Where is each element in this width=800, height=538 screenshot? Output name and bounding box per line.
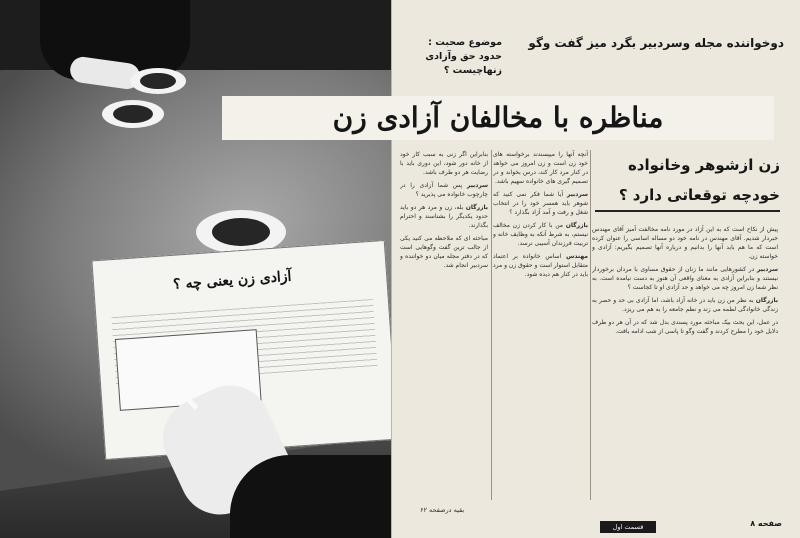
column-rule bbox=[491, 150, 492, 500]
section-label: قسمت اول bbox=[600, 521, 656, 533]
subtitle-line: زن ازشوهر وخانواده bbox=[627, 156, 780, 174]
kicker-headline: دوخواننده مجله وسردبیر بگرد میز گفت وگو bbox=[528, 36, 784, 50]
paragraph: پیش از نکاح است که به این آزاد در مورد نامه مخالفت آمیز آقای مهندس خبردار شدیم. آقای مهندس در نامه خود دو مساله اساسی را عنوان کرده است که ما هم باید آنها را بدانیم و درباره آنها تصمیم بگیریم: آزادی و خواسته زن. bbox=[592, 226, 778, 260]
paragraph: سردبیر در کشورهایی مانند ما زنان از حقوق مساوی با مردان برخوردار نیستند و بنابراین آزادی به معنای واقعی آن هنوز به دست نیامده است. به نظر شما زن امروز چه می خواهد و حد آزادی او تا کجاست ؟ bbox=[592, 266, 778, 291]
paragraph: در عمل، این بحث بیک مباحثه مورد پسندی بدل شد که در آن هر دو طرف دلایل خود را مطرح کردند و گفت وگو تا پاسی از شب ادامه یافت. bbox=[592, 319, 778, 335]
subtitle-line: خودچه توقعاتی دارد ؟ bbox=[618, 186, 780, 204]
cover-photo bbox=[0, 0, 392, 538]
page-title: مناظره با مخالفان آزادی زن bbox=[222, 96, 774, 140]
topic-kicker: موضوع صحبت : حدود حق وآزادی زنهاچیست ؟ bbox=[425, 37, 502, 76]
coffee-cup bbox=[130, 68, 186, 94]
paragraph: بنابراین اگر زنی به سبب کار خود از خانه دور شود، این دوری باید با رضایت هر دو طرف باشد. bbox=[400, 151, 488, 176]
paragraph: مهندس اساس خانواده بر اعتماد متقابل استوار است و حقوق زن و مرد باید در کنار هم دیده شود. bbox=[493, 253, 588, 278]
suit-sleeve bbox=[230, 455, 392, 538]
paragraph: بازرگان من با کار کردن زن مخالف نیستم، به شرط آنکه به وظایف خانه و تربیت فرزندان آسیبی نرسد. bbox=[493, 222, 588, 247]
paragraph: بازرگان بله، زن و مرد هر دو باید حدود یکدیگر را بشناسند و احترام بگذارند. bbox=[400, 204, 488, 229]
article-column bbox=[493, 150, 588, 490]
paragraph: بازرگان به نظر من زن باید در خانه آزاد باشد، اما آزادی بی حد و حصر به زندگی خانوادگی لطمه می زند و نظم جامعه را به هم می ریزد. bbox=[592, 297, 778, 313]
subtitle bbox=[595, 150, 780, 212]
column-rule bbox=[590, 150, 591, 500]
paragraph: آنچه آنها را میپسندند برخواسته های خود زن است و زن امروز می خواهد در کنار مرد کار کند، درس بخواند و در تصمیم گیری های خانواده سهیم باشد. bbox=[493, 151, 588, 185]
article-column bbox=[592, 225, 778, 500]
paragraph: مباحثه ای که ملاحظه می کنید یکی از جالب ترین گفت وگوهایی است که در دفتر مجله میان دو خواننده و سردبیر انجام شد. bbox=[400, 235, 488, 269]
paragraph: سردبیر آیا شما فکر نمی کنید که شوهر باید همسر خود را در انتخاب شغل و رفت و آمد آزاد بگذارد ؟ bbox=[493, 191, 588, 216]
newspaper-headline: آزادی زن یعنی چه ؟ bbox=[172, 268, 292, 293]
page-number: صفحه ۸ bbox=[750, 519, 782, 528]
article-column bbox=[400, 150, 488, 495]
continued-note: بقیه درصفحه ۶۲ bbox=[420, 506, 465, 514]
coffee-cup bbox=[102, 100, 164, 128]
paragraph: سردبیر پس شما آزادی را در چارچوب خانواده می پذیرید ؟ bbox=[400, 182, 488, 198]
